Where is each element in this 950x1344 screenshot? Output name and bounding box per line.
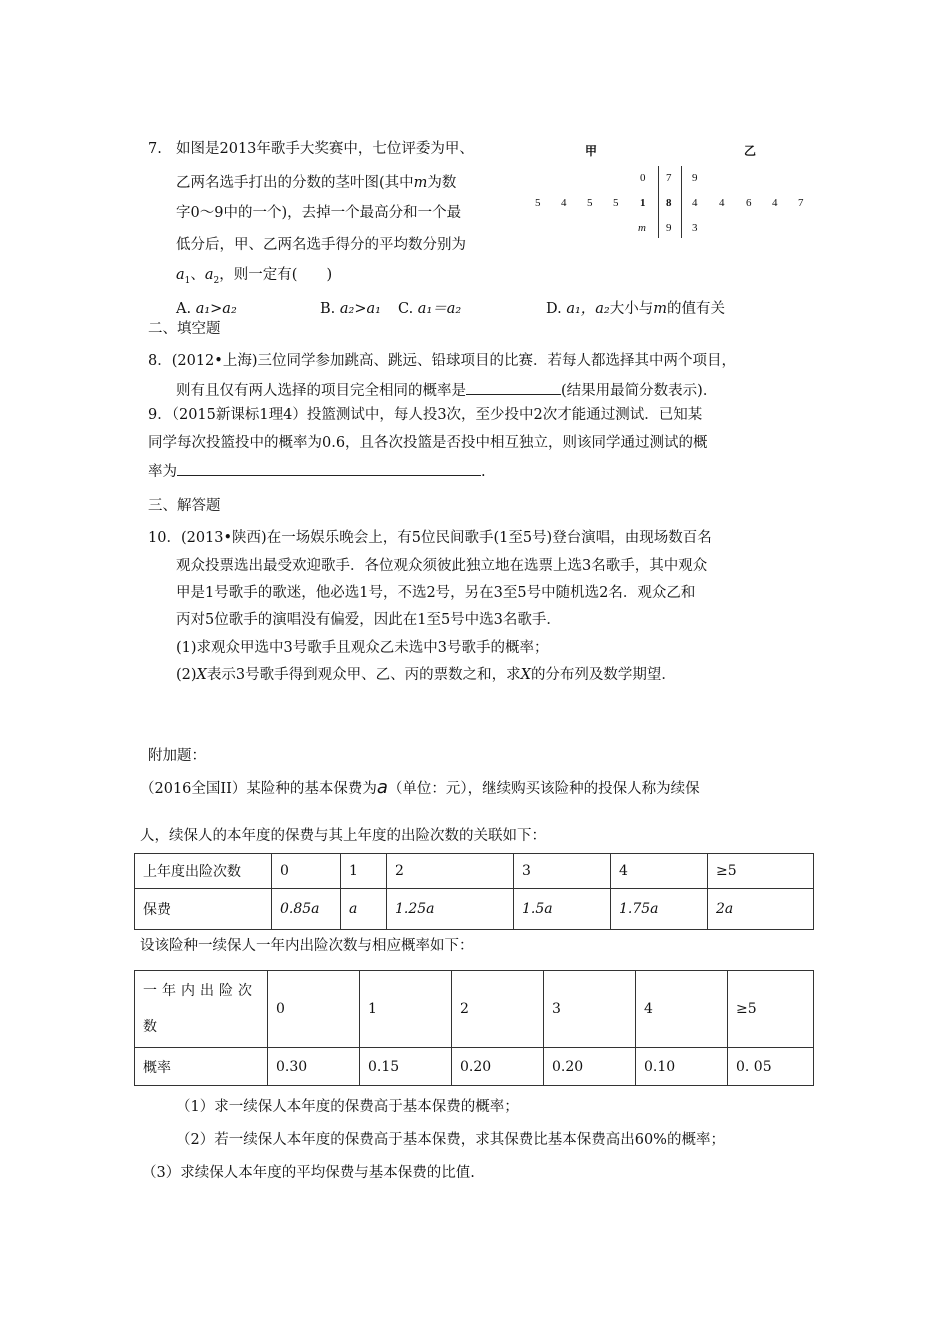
q9-line1: 9．（2015新课标1理4）投篮测试中，每人投3次，至少投中2次才能通过测试．已知某 bbox=[148, 407, 703, 423]
stemleaf-divider-left bbox=[658, 166, 659, 238]
table-cell: 一年内出险次 数 bbox=[135, 971, 268, 1048]
stemleaf-row1-left: 0 bbox=[640, 172, 646, 184]
stemleaf-row2-right-leaf: 4 bbox=[772, 197, 778, 209]
extra-part3: （3）求续保人本年度的平均保费与基本保费的比值. bbox=[142, 1165, 475, 1181]
table-cell: 2 bbox=[452, 971, 544, 1048]
table-cell: 3 bbox=[514, 854, 611, 889]
table-cell: 上年度出险次数 bbox=[135, 854, 272, 889]
q8-line2: 则有且仅有两人选择的项目完全相同的概率是 (结果用最简分数表示)． bbox=[176, 383, 718, 399]
stemleaf-row2-left-leaf: 5 bbox=[587, 197, 593, 209]
stemleaf-row1-right: 9 bbox=[692, 172, 698, 184]
q7-line1: 如图是2013年歌手大奖赛中，七位评委为甲、 bbox=[176, 141, 474, 157]
stemleaf-row3-right: 3 bbox=[692, 222, 698, 234]
table-cell: 1.75a bbox=[611, 889, 708, 930]
extra-intro-line1: （2016全国II）某险种的基本保费为a（单位：元），继续购买该险种的投保人称为续保 bbox=[140, 777, 700, 798]
stemleaf-row2-right-leaf: 4 bbox=[719, 197, 725, 209]
q9-line2: 同学每次投篮投中的概率为0.6，且各次投篮是否投中相互独立，则该同学通过测试的概 bbox=[148, 435, 708, 451]
table-cell: 1.5a bbox=[514, 889, 611, 930]
table-cell: ≥5 bbox=[708, 854, 814, 889]
section-answer-heading: 三、解答题 bbox=[148, 498, 221, 514]
stemleaf-divider-right bbox=[681, 166, 682, 238]
q7-line3: 字0～9中的一个)，去掉一个最高分和一个最 bbox=[176, 205, 462, 221]
table-cell: 0.15 bbox=[360, 1048, 452, 1086]
q7-option-d: D. a₁，a₂大小与m的值有关 bbox=[546, 301, 725, 317]
extra-mid-text: 设该险种一续保人一年内出险次数与相应概率如下： bbox=[140, 938, 474, 954]
section-fill-blank-heading: 二、填空题 bbox=[148, 321, 221, 337]
table-cell: 0.20 bbox=[544, 1048, 636, 1086]
stemleaf-row2-left-leaf: 5 bbox=[613, 197, 619, 209]
stemleaf-label-yi: 乙 bbox=[744, 144, 757, 158]
table-cell: 1 bbox=[341, 854, 387, 889]
table-cell: 保费 bbox=[135, 889, 272, 930]
q10-part2: (2)X表示3号歌手得到观众甲、乙、丙的票数之和，求X的分布列及数学期望． bbox=[176, 667, 676, 683]
table-row bbox=[135, 854, 814, 889]
stemleaf-row2-right-leaf: 6 bbox=[746, 197, 752, 209]
extra-intro-line2: 人，续保人的本年度的保费与其上年度的出险次数的关联如下： bbox=[140, 828, 546, 844]
extra-part1: （1）求一续保人本年度的保费高于基本保费的概率； bbox=[176, 1099, 519, 1115]
table-cell: 0.85a bbox=[272, 889, 341, 930]
q8-line1: 8．(2012•上海)三位同学参加跳高、跳远、铅球项目的比赛．若每人都选择其中两个项目， bbox=[148, 353, 736, 369]
q8-answer-blank[interactable] bbox=[466, 382, 561, 395]
table-cell: 概率 bbox=[135, 1048, 268, 1086]
stemleaf-row3-stem: 9 bbox=[666, 222, 672, 234]
stemleaf-row2-left-leaf: 1 bbox=[640, 197, 646, 209]
q9-answer-blank[interactable] bbox=[177, 463, 481, 476]
q7-option-a: A. a₁>a₂ bbox=[176, 301, 237, 317]
q7-number: 7. bbox=[148, 141, 162, 157]
table-cell: 0. 05 bbox=[728, 1048, 814, 1086]
table-cell: 0.20 bbox=[452, 1048, 544, 1086]
q7-option-b: B. a₂>a₁ bbox=[320, 301, 381, 317]
q10-line4: 丙对5位歌手的演唱没有偏爱，因此在1至5号中选3名歌手． bbox=[176, 612, 561, 628]
stemleaf-row2-right-leaf: 4 bbox=[692, 197, 698, 209]
stemleaf-row2-stem: 8 bbox=[666, 197, 672, 209]
table-cell: 1 bbox=[360, 971, 452, 1048]
table-cell: ≥5 bbox=[728, 971, 814, 1048]
stemleaf-row2-left-leaf: 5 bbox=[535, 197, 541, 209]
table-cell: 1.25a bbox=[387, 889, 514, 930]
table-cell: 0 bbox=[272, 854, 341, 889]
q10-line1: 10．(2013•陕西)在一场娱乐晚会上，有5位民间歌手(1至5号)登台演唱，由现场数百名 bbox=[148, 530, 712, 546]
table-cell: 4 bbox=[636, 971, 728, 1048]
extra-title: 附加题： bbox=[148, 748, 206, 764]
probability-table bbox=[134, 970, 814, 1086]
q10-line2: 观众投票选出最受欢迎歌手．各位观众须彼此独立地在选票上选3名歌手，其中观众 bbox=[176, 558, 708, 574]
q7-line5: $a_1$、$a_2$，则一定有( ) bbox=[176, 267, 333, 286]
q7-line4: 低分后，甲、乙两名选手得分的平均数分别为 bbox=[176, 237, 466, 253]
table-cell: 2 bbox=[387, 854, 514, 889]
stemleaf-row3-left: m bbox=[638, 222, 646, 234]
stemleaf-row1-stem: 7 bbox=[666, 172, 672, 184]
table-cell: 2a bbox=[708, 889, 814, 930]
table-cell: 0.30 bbox=[268, 1048, 360, 1086]
table-cell: a bbox=[341, 889, 387, 930]
table-row bbox=[135, 971, 814, 1048]
table-cell: 4 bbox=[611, 854, 708, 889]
table-cell: 3 bbox=[544, 971, 636, 1048]
table-row bbox=[135, 1048, 814, 1086]
table-cell: 0.10 bbox=[636, 1048, 728, 1086]
q7-line2: 乙两名选手打出的分数的茎叶图(其中m为数 bbox=[176, 175, 457, 191]
stemleaf-row2-left-leaf: 4 bbox=[561, 197, 567, 209]
premium-table bbox=[134, 853, 814, 930]
q9-line3: 率为 . bbox=[148, 464, 486, 480]
table-cell: 0 bbox=[268, 971, 360, 1048]
q10-part1: (1)求观众甲选中3号歌手且观众乙未选中3号歌手的概率； bbox=[176, 640, 549, 656]
q7-option-c: C. a₁＝a₂ bbox=[398, 301, 462, 317]
q10-line3: 甲是1号歌手的歌迷，他必选1号，不选2号，另在3至5号中随机选2名．观众乙和 bbox=[176, 585, 696, 601]
table-row bbox=[135, 889, 814, 930]
extra-part2: （2）若一续保人本年度的保费高于基本保费，求其保费比基本保费高出60%的概率； bbox=[176, 1132, 725, 1148]
stemleaf-label-jia: 甲 bbox=[585, 144, 598, 158]
stemleaf-row2-right-leaf: 7 bbox=[798, 197, 804, 209]
